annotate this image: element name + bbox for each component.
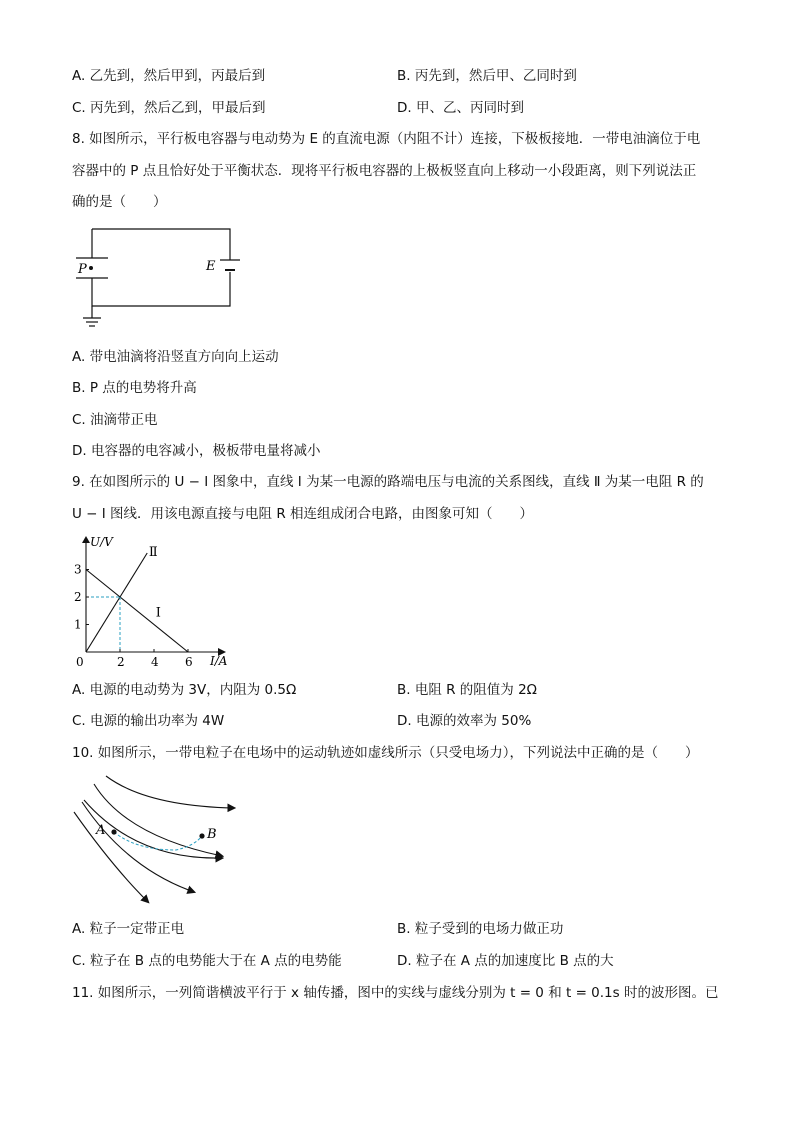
y-axis-label: U/V (90, 535, 113, 549)
x-tick-label-2: 2 (117, 655, 125, 669)
series-line-1 (86, 570, 188, 653)
x-axis-label: I/A (210, 654, 228, 668)
q9-option-b: B. 电阻 R 的阻值为 2Ω (397, 682, 538, 698)
field-line-2 (94, 784, 222, 856)
q10-option-d: D. 粒子在 A 点的加速度比 B 点的大 (397, 953, 614, 969)
x-tick-label-0: 0 (76, 655, 84, 669)
point-p-label: P (78, 262, 87, 277)
emf-e-label: E (206, 259, 216, 274)
x-tick-label-4: 4 (151, 655, 159, 669)
q10-stem: 10. 如图所示，一带电粒子在电场中的运动轨迹如虚线所示（只受电场力），下列说法中正确的是（ ） (72, 745, 699, 761)
q8-option-c: C. 油滴带正电 (72, 412, 158, 428)
q9-option-c: C. 电源的输出功率为 4W (72, 713, 225, 729)
q8-option-d: D. 电容器的电容减小，极板带电量将减小 (72, 443, 321, 459)
y-axis-arrow (82, 536, 90, 543)
circuit-bottom-wire (92, 272, 230, 306)
point-a (111, 829, 116, 834)
series-line-2 (86, 553, 147, 652)
q10-option-c: C. 粒子在 B 点的电势能大于在 A 点的电势能 (72, 953, 342, 969)
q9-stem-line-2: U − I 图线．用该电源直接与电阻 R 相连组成闭合电路，由图象可知（ ） (72, 506, 534, 522)
q9-u-i-graph (66, 532, 246, 672)
q9-stem-line-1: 9. 在如图所示的 U − I 图象中，直线 Ⅰ 为某一电源的路端电压与电流的关系图线，直线 Ⅱ 为某一电阻 R 的 (72, 474, 704, 490)
field-line-1 (106, 776, 234, 808)
q9-option-d: D. 电源的效率为 50% (397, 713, 532, 729)
series-label-II: Ⅱ (148, 544, 158, 560)
q10-option-b: B. 粒子受到的电场力做正功 (397, 921, 564, 937)
q10-field-lines-figure (66, 770, 246, 904)
q10-option-a: A. 粒子一定带正电 (72, 921, 185, 937)
series-label-I: Ⅰ (155, 605, 161, 621)
q7-option-d: D. 甲、乙、丙同时到 (397, 100, 524, 116)
q8-option-a: A. 带电油滴将沿竖直方向向上运动 (72, 349, 279, 365)
point-a-label: A (96, 823, 106, 838)
q9-option-a: A. 电源的电动势为 3V，内阻为 0.5Ω (72, 682, 297, 698)
point-b (199, 833, 204, 838)
circuit-top-wire (92, 229, 230, 260)
q8-stem-line-2: 容器中的 P 点且恰好处于平衡状态．现将平行板电容器的上极板竖直向上移动一小段距离，则下列说法正 (72, 163, 697, 179)
y-tick-label-2: 2 (74, 590, 82, 604)
q11-stem-line-1: 11. 如图所示，一列简谐横波平行于 x 轴传播，图中的实线与虚线分别为 t = 0 和 t = 0.1s 时的波形图。已 (72, 985, 719, 1001)
y-tick-label-1: 1 (74, 617, 82, 632)
x-tick-label-6: 6 (185, 655, 193, 669)
point-b-label: B (207, 827, 217, 842)
oil-drop-point (89, 266, 93, 270)
q7-option-b: B. 丙先到，然后甲、乙同时到 (397, 68, 577, 84)
y-tick-label-3: 3 (74, 562, 82, 577)
q8-stem-line-1: 8. 如图所示，平行板电容器与电动势为 E 的直流电源（内阻不计）连接，下极板接地．一带电油滴位于电 (72, 131, 701, 147)
q8-option-b: B. P 点的电势将升高 (72, 380, 197, 396)
q8-stem-line-3: 确的是（ ） (72, 194, 167, 210)
q7-option-a: A. 乙先到，然后甲到，丙最后到 (72, 68, 266, 84)
q7-option-c: C. 丙先到，然后乙到，甲最后到 (72, 100, 266, 116)
q8-capacitor-circuit-figure (70, 222, 250, 334)
